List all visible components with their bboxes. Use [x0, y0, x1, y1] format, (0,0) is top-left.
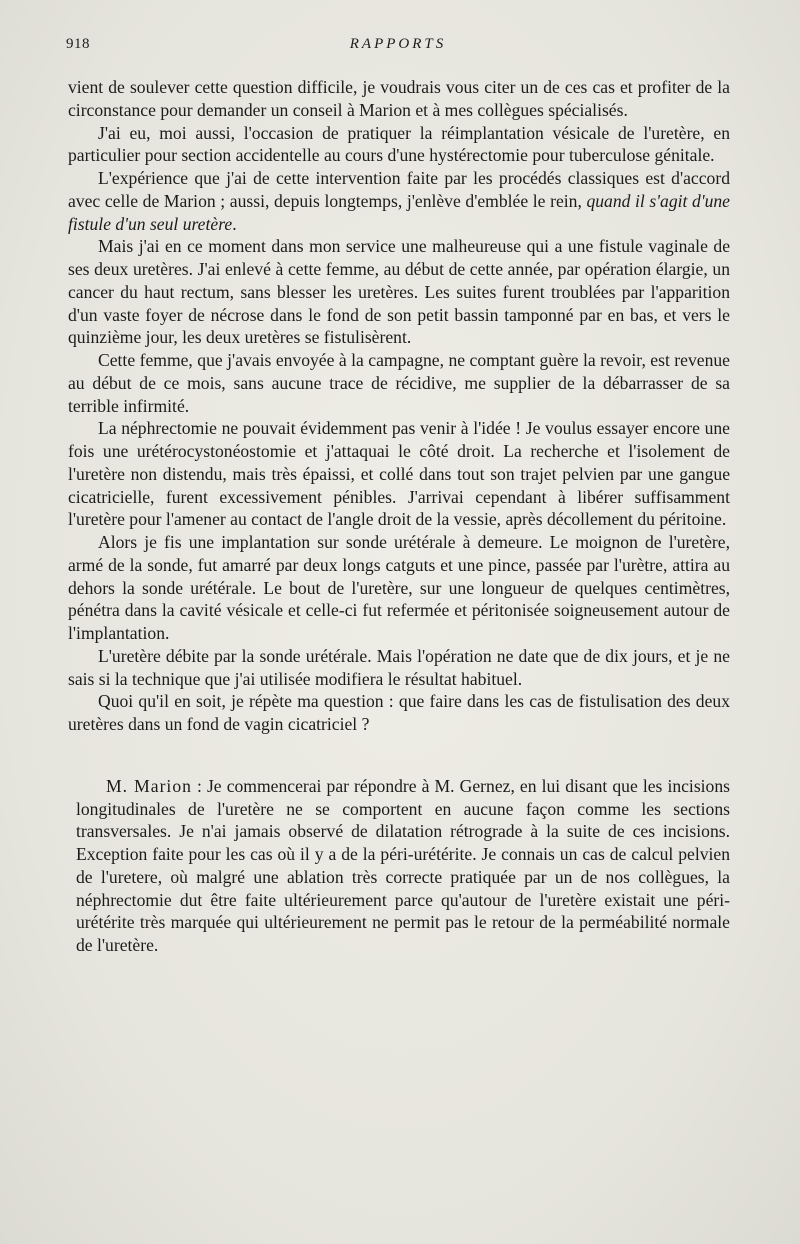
- paragraph-8: L'uretère débite par la sonde urétérale. Mais l'opération ne date que de dix jours, et je ne sais si la technique que j'ai utilisée modifiera le résultat habituel.: [68, 645, 730, 689]
- body-text: [68, 76, 730, 957]
- page-number: 918: [66, 36, 90, 52]
- page-header: [66, 36, 730, 58]
- running-head: RAPPORTS: [349, 36, 447, 52]
- reply-text: : Je commencerai par répondre à M. Gernez, en lui disant que les incisions longitudinales de l'uretère ne se comportent en aucune façon comme les sections transversales. Je n'ai jamais observé de dilatation rétrograde à la suite de ces incisions. Exception faite pour les cas où il y a de la péri-urétérite. Je connais un cas de calcul pelvien de l'uretere, où malgré une ablation très correcte pratiquée par un de nos collègues, la néphrectomie dut être faite ultérieurement parce qu'autour de l'uretère existait une péri-urétérite très marquée qui ultérieurement ne permit pas le retour de la perméabilité normale de l'uretère.: [76, 775, 730, 955]
- section-gap: [68, 736, 730, 775]
- paragraph-7: Alors je fis une implantation sur sonde urétérale à demeure. Le moignon de l'uretère, armé de la sonde, fut amarré par deux longs catguts et une pince, passée par l'urètre, attira au dehors la sonde urétérale. Le bout de l'uretère, sur une longueur de quelques centimètres, pénétra dans la cavité vésicale et celle-ci fut refermée et péritonisée soigneusement autour de l'implantation.: [68, 532, 730, 643]
- speaker-name: M. Marion: [106, 775, 192, 796]
- paragraph-3: [68, 167, 730, 235]
- paragraph-6: La néphrectomie ne pouvait évidemment pas venir à l'idée ! Je voulus essayer encore une fois une urétérocystonéostomie et j'attaquai le côté droit. La recherche et l'isolement de l'uretère non distendu, mais très épaissi, et collé dans tout son trajet pelvien par une gangue cicatricielle, furent excessivement pénibles. J'arrivai cependant à libérer suffisamment l'uretère pour l'amener au contact de l'angle droit de la vessie, après décollement du péritoine.: [68, 418, 730, 530]
- paragraph-3-end: .: [232, 213, 237, 234]
- paragraph-1: vient de soulever cette question difficile, je voudrais vous citer un de ces cas et profiter de la circonstance pour demander un conseil à Marion et à mes collègues spécialisés.: [68, 77, 730, 120]
- paragraph-9: Quoi qu'il en soit, je répète ma question : que faire dans les cas de fistulisation des deux uretères dans un fond de vagin cicatriciel ?: [68, 691, 730, 734]
- paragraph-5: Cette femme, que j'avais envoyée à la campagne, ne comptant guère la revoir, est revenue au début de ce mois, sans aucune trace de récidive, me supplier de la débarrasser de sa terrible infirmité.: [68, 350, 730, 416]
- paragraph-3-italic: quand il s'agit d'une fistule d'un seul uretère: [68, 190, 730, 234]
- paragraph-3-text: L'expérience que j'ai de cette intervention faite par les procédés classiques est d'accord avec celle de Marion ; aussi, depuis longtemps, j'enlève d'emblée le rein,: [68, 168, 730, 211]
- paragraph-2: J'ai eu, moi aussi, l'occasion de pratiquer la réimplantation vésicale de l'uretère, en particulier pour section accidentelle au cours d'une hystérectomie pour tuberculose génitale.: [68, 122, 730, 166]
- paragraph-4: Mais j'ai en ce moment dans mon service une malheureuse qui a une fistule vaginale de ses deux uretères. J'ai enlevé à cette femme, au début de cette année, par opération élargie, un cancer du haut rectum, sans blesser les uretères. Les suites furent troublées par l'apparition d'un vaste foyer de nécrose dans le fond de son petit bassin tamponné par en bas, et vers le quinzième jour, les deux uretères se fistulisèrent.: [68, 236, 730, 348]
- reply-paragraph: [68, 775, 730, 957]
